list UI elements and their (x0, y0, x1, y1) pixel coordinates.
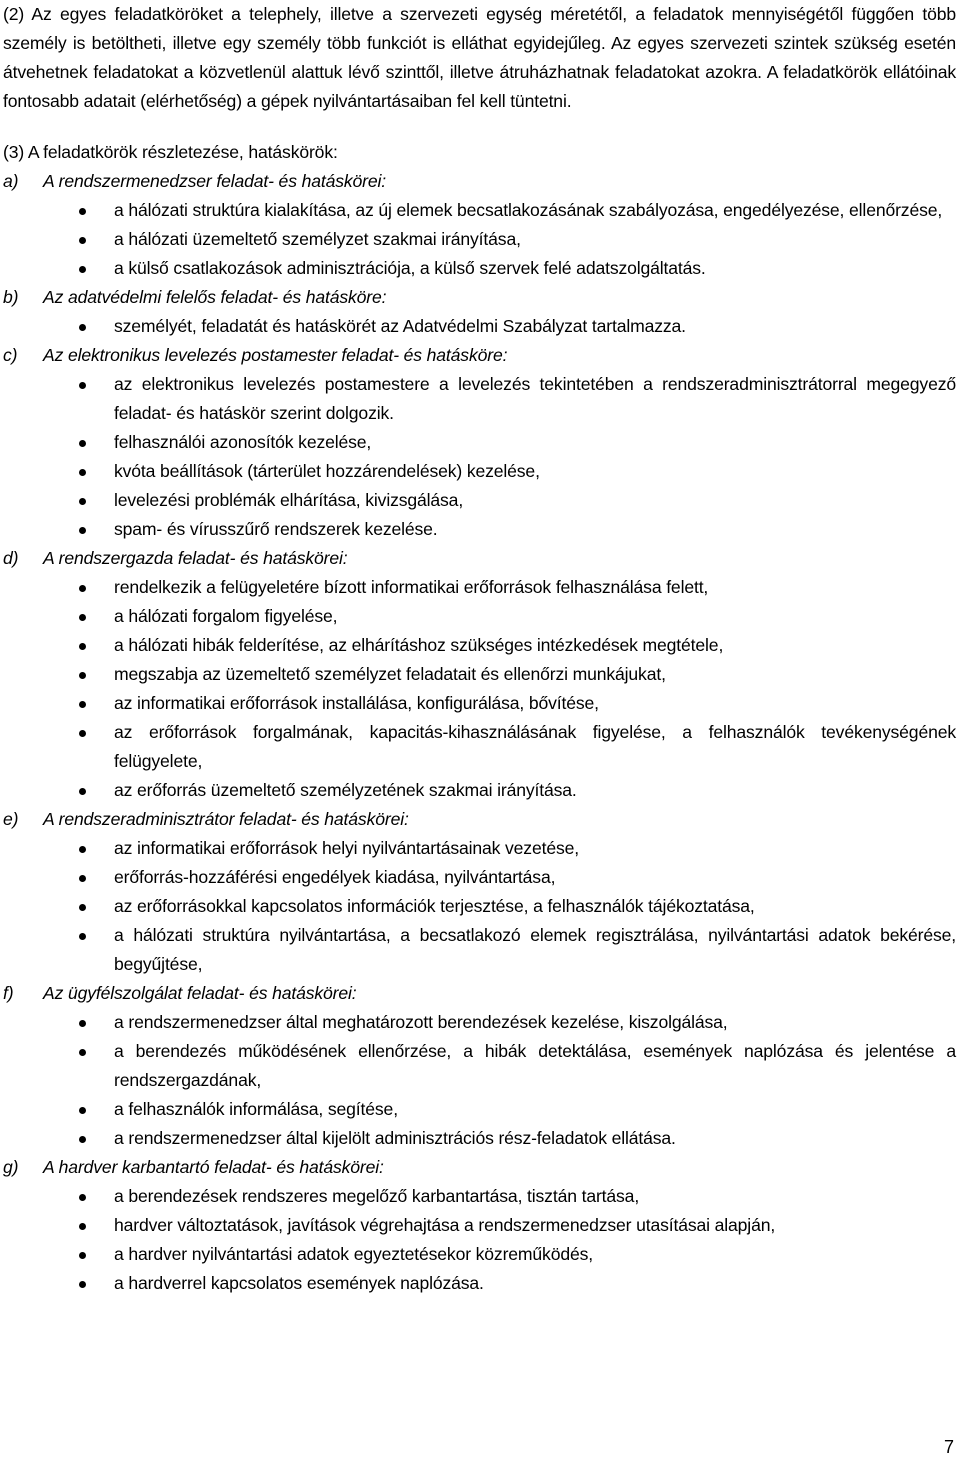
bullet-icon (79, 1281, 86, 1288)
list-item (3, 573, 956, 602)
section-letter: b) (3, 287, 19, 307)
list-item-text: a berendezés működésének ellenőrzése, a hibák detektálása, események naplózása és jelentése a rendszergazdának, (114, 1041, 956, 1090)
list-item-text: az erőforrások forgalmának, kapacitás-kihasználásának figyelése, a felhasználók tevékenységének felügyelete, (114, 722, 956, 771)
list-item-text: az erőforrás üzemeltető személyzetének szakmai irányítása. (114, 780, 577, 800)
list-item-text: az elektronikus levelezés postamestere a levelezés tekintetében a rendszeradminisztrátorral megegyező feladat- és hatáskör szerint dolgozik. (114, 374, 956, 423)
list-item-text: a rendszermenedzser által meghatározott berendezések kezelése, kiszolgálása, (114, 1012, 728, 1032)
bullet-icon (79, 1136, 86, 1143)
section-heading (3, 805, 956, 834)
list-item (3, 312, 956, 341)
paragraph-2: (2) Az egyes feladatköröket a telephely, illetve a szervezeti egység méretétől, a feladatok mennyiségétől függően több személy is betöltheti, illetve egy személy több funkciót is elláthat egyidejűleg. Az egyes szervezeti szintek szükség esetén átvehetnek feladatokat a közvetlenül alattuk lévő szinttől, illetve átruházhatnak feladatokat azokra. A feladatkörök ellátóinak fontosabb adatait (elérhetőség) a gépek nyilvántartásaiban fel kell tüntetni. (3, 4, 956, 111)
section-heading (3, 979, 956, 1008)
bullet-icon (79, 672, 86, 679)
section-title: A hardver karbantartó feladat- és hatáskörei: (43, 1157, 384, 1177)
list-item-text: a rendszermenedzser által kijelölt adminisztrációs rész-feladatok ellátása. (114, 1128, 676, 1148)
list-item-text: a hardver nyilvántartási adatok egyeztetésekor közreműködés, (114, 1244, 593, 1264)
list-item-text: a hálózati forgalom figyelése, (114, 606, 338, 626)
bullet-list (3, 834, 956, 979)
section-letter: d) (3, 548, 19, 568)
list-item (3, 718, 956, 776)
list-item (3, 834, 956, 863)
bullet-icon (79, 1223, 86, 1230)
list-item (3, 370, 956, 428)
bullet-icon (79, 469, 86, 476)
list-item-text: kvóta beállítások (tárterület hozzárendelések) kezelése, (114, 461, 540, 481)
bullet-icon (79, 324, 86, 331)
list-item (3, 1095, 956, 1124)
list-item-text: a hálózati struktúra kialakítása, az új elemek becsatlakozásának szabályozása, engedélyezése, ellenőrzése, (114, 200, 943, 220)
paragraph-gap (3, 116, 956, 138)
list-item (3, 457, 956, 486)
section-title: A rendszergazda feladat- és hatáskörei: (43, 548, 348, 568)
list-item-text: spam- és vírusszűrő rendszerek kezelése. (114, 519, 438, 539)
bullet-list (3, 312, 956, 341)
section-heading (3, 341, 956, 370)
bullet-icon (79, 643, 86, 650)
bullet-list (3, 1008, 956, 1153)
bullet-list (3, 1182, 956, 1298)
bullet-icon (79, 440, 86, 447)
section-letter: a) (3, 171, 19, 191)
bullet-icon (79, 498, 86, 505)
bullet-icon (79, 1107, 86, 1114)
list-item-text: a hardverrel kapcsolatos események naplózása. (114, 1273, 484, 1293)
bullet-list (3, 573, 956, 805)
list-item (3, 1269, 956, 1298)
bullet-icon (79, 875, 86, 882)
bullet-icon (79, 730, 86, 737)
bullet-list (3, 196, 956, 283)
list-item-text: a felhasználók informálása, segítése, (114, 1099, 398, 1119)
bullet-icon (79, 904, 86, 911)
bullet-icon (79, 933, 86, 940)
list-item-text: a hálózati hibák felderítése, az elhárításhoz szükséges intézkedések megtétele, (114, 635, 724, 655)
list-item (3, 486, 956, 515)
bullet-icon (79, 266, 86, 273)
list-item-text: megszabja az üzemeltető személyzet feladatait és ellenőrzi munkájukat, (114, 664, 666, 684)
list-item (3, 863, 956, 892)
list-item-text: a hálózati üzemeltető személyzet szakmai irányítása, (114, 229, 521, 249)
list-item (3, 1211, 956, 1240)
list-item (3, 196, 956, 225)
list-item (3, 428, 956, 457)
section-heading (3, 283, 956, 312)
bullet-icon (79, 788, 86, 795)
list-item (3, 515, 956, 544)
list-item (3, 1008, 956, 1037)
bullet-icon (79, 1252, 86, 1259)
section-heading (3, 1153, 956, 1182)
sections-list (3, 167, 956, 1298)
section-letter: e) (3, 809, 19, 829)
bullet-icon (79, 208, 86, 215)
bullet-icon (79, 614, 86, 621)
bullet-icon (79, 382, 86, 389)
list-item-text: az informatikai erőforrások installálása, konfigurálása, bővítése, (114, 693, 599, 713)
list-item-text: levelezési problémák elhárítása, kivizsgálása, (114, 490, 464, 510)
list-item (3, 225, 956, 254)
bullet-icon (79, 585, 86, 592)
list-item-text: az informatikai erőforrások helyi nyilvántartásainak vezetése, (114, 838, 579, 858)
list-item (3, 254, 956, 283)
paragraph-3-heading: (3) A feladatkörök részletezése, hatáskörök: (3, 142, 338, 162)
section-title: A rendszermenedzser feladat- és hatáskörei: (43, 171, 386, 191)
list-item (3, 1182, 956, 1211)
section-heading (3, 544, 956, 573)
bullet-icon (79, 1020, 86, 1027)
list-item (3, 892, 956, 921)
section-letter: g) (3, 1157, 19, 1177)
list-item-text: felhasználói azonosítók kezelése, (114, 432, 372, 452)
bullet-list (3, 370, 956, 544)
list-item-text: rendelkezik a felügyeletére bízott informatikai erőforrások felhasználása felett, (114, 577, 709, 597)
list-item (3, 1037, 956, 1095)
list-item-text: az erőforrásokkal kapcsolatos információk terjesztése, a felhasználók tájékoztatása, (114, 896, 755, 916)
list-item-text: személyét, feladatát és hatáskörét az Adatvédelmi Szabályzat tartalmazza. (114, 316, 686, 336)
list-item-text: a külső csatlakozások adminisztrációja, a külső szervek felé adatszolgáltatás. (114, 258, 706, 278)
list-item (3, 921, 956, 979)
bullet-icon (79, 527, 86, 534)
list-item-text: hardver változtatások, javítások végrehajtása a rendszermenedzser utasításai alapján, (114, 1215, 776, 1235)
list-item (3, 776, 956, 805)
bullet-icon (79, 846, 86, 853)
bullet-icon (79, 237, 86, 244)
section-title: A rendszeradminisztrátor feladat- és hatáskörei: (43, 809, 409, 829)
bullet-icon (79, 1194, 86, 1201)
section-title: Az adatvédelmi felelős feladat- és hatásköre: (43, 287, 387, 307)
page-number: 7 (943, 1437, 954, 1457)
list-item (3, 1124, 956, 1153)
list-item-text: a hálózati struktúra nyilvántartása, a becsatlakozó elemek regisztrálása, nyilvántartási adatok bekérése, begyűjtése, (114, 925, 956, 974)
list-item (3, 1240, 956, 1269)
section-title: Az ügyfélszolgálat feladat- és hatáskörei: (43, 983, 357, 1003)
list-item (3, 689, 956, 718)
bullet-icon (79, 1049, 86, 1056)
section-title: Az elektronikus levelezés postamester feladat- és hatásköre: (43, 345, 508, 365)
list-item (3, 660, 956, 689)
list-item-text: a berendezések rendszeres megelőző karbantartása, tisztán tartása, (114, 1186, 640, 1206)
bullet-icon (79, 701, 86, 708)
list-item-text: erőforrás-hozzáférési engedélyek kiadása, nyilvántartása, (114, 867, 556, 887)
section-heading (3, 167, 956, 196)
section-letter: c) (3, 345, 18, 365)
list-item (3, 602, 956, 631)
section-letter: f) (3, 983, 14, 1003)
list-item (3, 631, 956, 660)
